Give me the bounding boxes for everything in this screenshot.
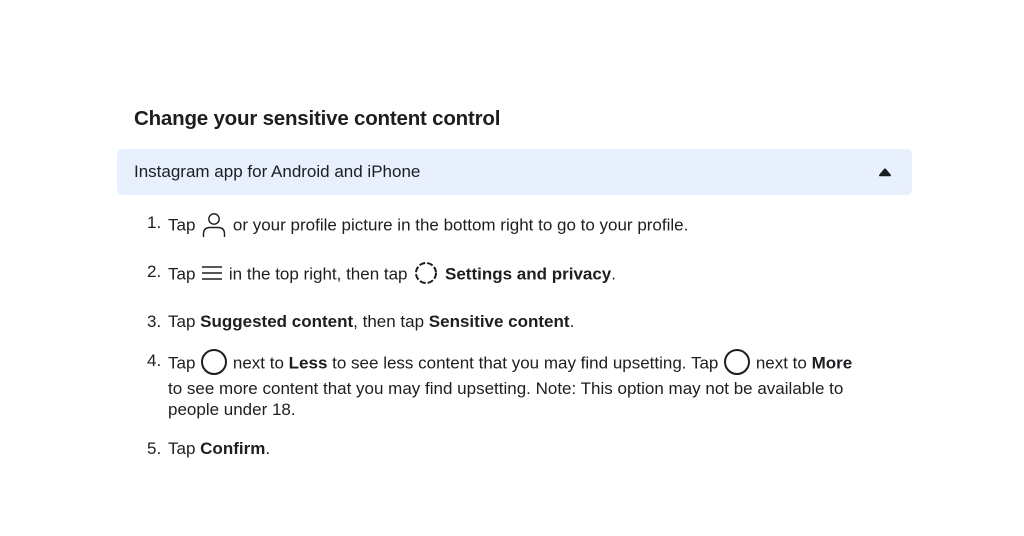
step-number: 1. [147,213,162,232]
step-item [147,350,867,420]
step-number: 5. [147,439,162,458]
steps-list [147,212,867,479]
step-number: 3. [147,312,162,331]
caret-up-icon [878,167,892,177]
step-number: 4. [147,351,162,370]
step-number: 2. [147,262,162,281]
page-title: Change your sensitive content control [134,107,501,130]
step-text: , then tap [353,312,425,331]
step-text: to see less content that you may find upsetting. Tap [332,353,719,373]
step-text: . [265,439,271,458]
step-item [147,212,867,240]
step-bold-text: More [811,353,853,373]
step-item [147,311,867,332]
step-bold-text: Settings and privacy [444,264,612,284]
step-bold-text: Less [288,353,328,373]
step-text: Tap [168,312,196,331]
step-bold-text: Suggested content [200,312,354,331]
step-text: in the top right, then tap [228,264,408,284]
step-text: to see more content that you may find upsetting. Note: This option may not be available to people under 18. [168,379,844,419]
step-text: next to [755,353,807,373]
step-text: . [569,312,575,331]
step-bold-text: Sensitive content [428,312,570,331]
settings-gear-icon [412,259,440,287]
step-text: next to [232,353,284,373]
step-text: . [611,264,616,284]
accordion-header-instagram-app[interactable] [117,149,912,195]
step-text: or your profile picture in the bottom right to go to your profile. [232,215,689,235]
radio-circle-icon [723,348,751,376]
step-text: Tap [168,353,196,373]
profile-icon [200,210,228,238]
step-text: Tap [168,215,196,235]
radio-circle-icon [200,348,228,376]
step-text: Tap [168,439,196,458]
step-text: Tap [168,264,196,284]
menu-icon [200,263,224,283]
accordion-label: Instagram app for Android and iPhone [134,162,421,181]
step-bold-text: Confirm [200,439,266,458]
step-item [147,438,867,459]
step-item [147,261,867,289]
